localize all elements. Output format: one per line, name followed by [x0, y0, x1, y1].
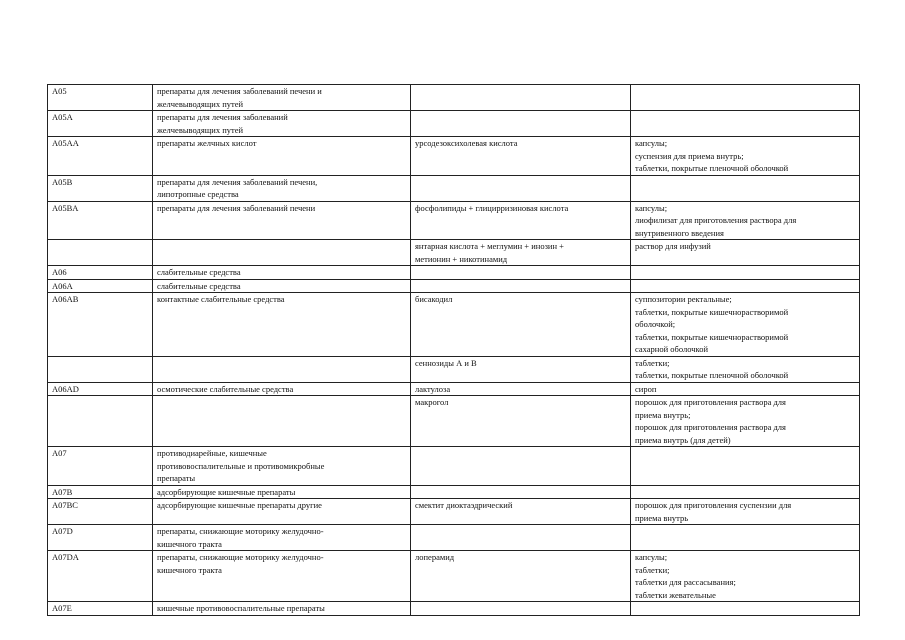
pharmacological-group-cell: слабительные средства	[153, 266, 411, 280]
atc-code-cell	[48, 240, 153, 266]
drug-name-cell	[411, 111, 631, 137]
drug-name-cell	[411, 279, 631, 293]
table-row	[48, 175, 860, 201]
drug-classification-table	[47, 84, 860, 616]
pharmacological-group-cell: слабительные средства	[153, 279, 411, 293]
atc-code-cell: A05B	[48, 175, 153, 201]
dosage-form-cell	[631, 175, 860, 201]
pharmacological-group-cell	[153, 396, 411, 447]
table-row	[48, 499, 860, 525]
table-row	[48, 551, 860, 602]
pharmacological-group-cell: препараты для лечения заболеваний желчевыводящих путей	[153, 111, 411, 137]
dosage-form-cell: таблетки; таблетки, покрытые пленочной оболочкой	[631, 356, 860, 382]
drug-name-cell	[411, 525, 631, 551]
table-row	[48, 85, 860, 111]
pharmacological-group-cell: препараты для лечения заболеваний печени	[153, 201, 411, 240]
dosage-form-cell	[631, 111, 860, 137]
table-row	[48, 201, 860, 240]
atc-code-cell: A05BA	[48, 201, 153, 240]
atc-code-cell: A07BC	[48, 499, 153, 525]
table-row	[48, 447, 860, 486]
pharmacological-group-cell: адсорбирующие кишечные препараты	[153, 485, 411, 499]
table-row	[48, 602, 860, 616]
atc-code-cell	[48, 356, 153, 382]
pharmacological-group-cell: препараты для лечения заболеваний печени, липотропные средства	[153, 175, 411, 201]
drug-name-cell	[411, 175, 631, 201]
table-row	[48, 137, 860, 176]
pharmacological-group-cell: препараты, снижающие моторику желудочно- кишечного тракта	[153, 551, 411, 602]
dosage-form-cell	[631, 279, 860, 293]
pharmacological-group-cell: кишечные противовоспалительные препараты	[153, 602, 411, 616]
atc-code-cell: A06AB	[48, 293, 153, 357]
dosage-form-cell	[631, 447, 860, 486]
drug-name-cell	[411, 447, 631, 486]
drug-name-cell: урсодезоксихолевая кислота	[411, 137, 631, 176]
drug-name-cell: макрогол	[411, 396, 631, 447]
dosage-form-cell	[631, 266, 860, 280]
atc-code-cell	[48, 396, 153, 447]
dosage-form-cell	[631, 485, 860, 499]
table-row	[48, 485, 860, 499]
dosage-form-cell: порошок для приготовления раствора для приема внутрь; порошок для приготовления раствора для приема внутрь (для детей)	[631, 396, 860, 447]
drug-name-cell: смектит диоктаэдрический	[411, 499, 631, 525]
dosage-form-cell: капсулы; суспензия для приема внутрь; таблетки, покрытые пленочной оболочкой	[631, 137, 860, 176]
pharmacological-group-cell: осмотические слабительные средства	[153, 382, 411, 396]
dosage-form-cell	[631, 602, 860, 616]
atc-code-cell: A05	[48, 85, 153, 111]
dosage-form-cell	[631, 85, 860, 111]
pharmacological-group-cell: контактные слабительные средства	[153, 293, 411, 357]
drug-name-cell	[411, 85, 631, 111]
drug-name-cell	[411, 485, 631, 499]
pharmacological-group-cell: препараты для лечения заболеваний печени и желчевыводящих путей	[153, 85, 411, 111]
pharmacological-group-cell: противодиарейные, кишечные противовоспалительные и противомикробные препараты	[153, 447, 411, 486]
atc-code-cell: A07E	[48, 602, 153, 616]
dosage-form-cell: порошок для приготовления суспензии для приема внутрь	[631, 499, 860, 525]
drug-name-cell: лактулоза	[411, 382, 631, 396]
drug-name-cell	[411, 602, 631, 616]
pharmacological-group-cell: препараты, снижающие моторику желудочно- кишечного тракта	[153, 525, 411, 551]
atc-code-cell: A06	[48, 266, 153, 280]
atc-code-cell: A05AA	[48, 137, 153, 176]
table-row	[48, 111, 860, 137]
table-body	[48, 85, 860, 616]
drug-name-cell: янтарная кислота + меглумин + инозин + метионин + никотинамид	[411, 240, 631, 266]
dosage-form-cell: сироп	[631, 382, 860, 396]
table-row	[48, 382, 860, 396]
drug-name-cell: сеннозиды А и В	[411, 356, 631, 382]
pharmacological-group-cell: препараты желчных кислот	[153, 137, 411, 176]
atc-code-cell: A07B	[48, 485, 153, 499]
pharmacological-group-cell	[153, 356, 411, 382]
dosage-form-cell: капсулы; таблетки; таблетки для рассасывания; таблетки жевательные	[631, 551, 860, 602]
table-row	[48, 266, 860, 280]
dosage-form-cell	[631, 525, 860, 551]
atc-code-cell: A07DA	[48, 551, 153, 602]
table-row	[48, 525, 860, 551]
dosage-form-cell: суппозитории ректальные; таблетки, покрытые кишечнорастворимой оболочкой; таблетки, покрытые кишечнорастворимой сахарной оболочкой	[631, 293, 860, 357]
drug-name-cell: лоперамид	[411, 551, 631, 602]
atc-code-cell: A07D	[48, 525, 153, 551]
atc-code-cell: A06A	[48, 279, 153, 293]
dosage-form-cell: раствор для инфузий	[631, 240, 860, 266]
dosage-form-cell: капсулы; лиофилизат для приготовления раствора для внутривенного введения	[631, 201, 860, 240]
atc-code-cell: A06AD	[48, 382, 153, 396]
drug-name-cell: бисакодил	[411, 293, 631, 357]
pharmacological-group-cell: адсорбирующие кишечные препараты другие	[153, 499, 411, 525]
atc-code-cell: A05A	[48, 111, 153, 137]
atc-code-cell: A07	[48, 447, 153, 486]
drug-name-cell	[411, 266, 631, 280]
table-row	[48, 293, 860, 357]
table-row	[48, 396, 860, 447]
table-row	[48, 279, 860, 293]
drug-name-cell: фосфолипиды + глицирризиновая кислота	[411, 201, 631, 240]
table-row	[48, 356, 860, 382]
pharmacological-group-cell	[153, 240, 411, 266]
table-row	[48, 240, 860, 266]
